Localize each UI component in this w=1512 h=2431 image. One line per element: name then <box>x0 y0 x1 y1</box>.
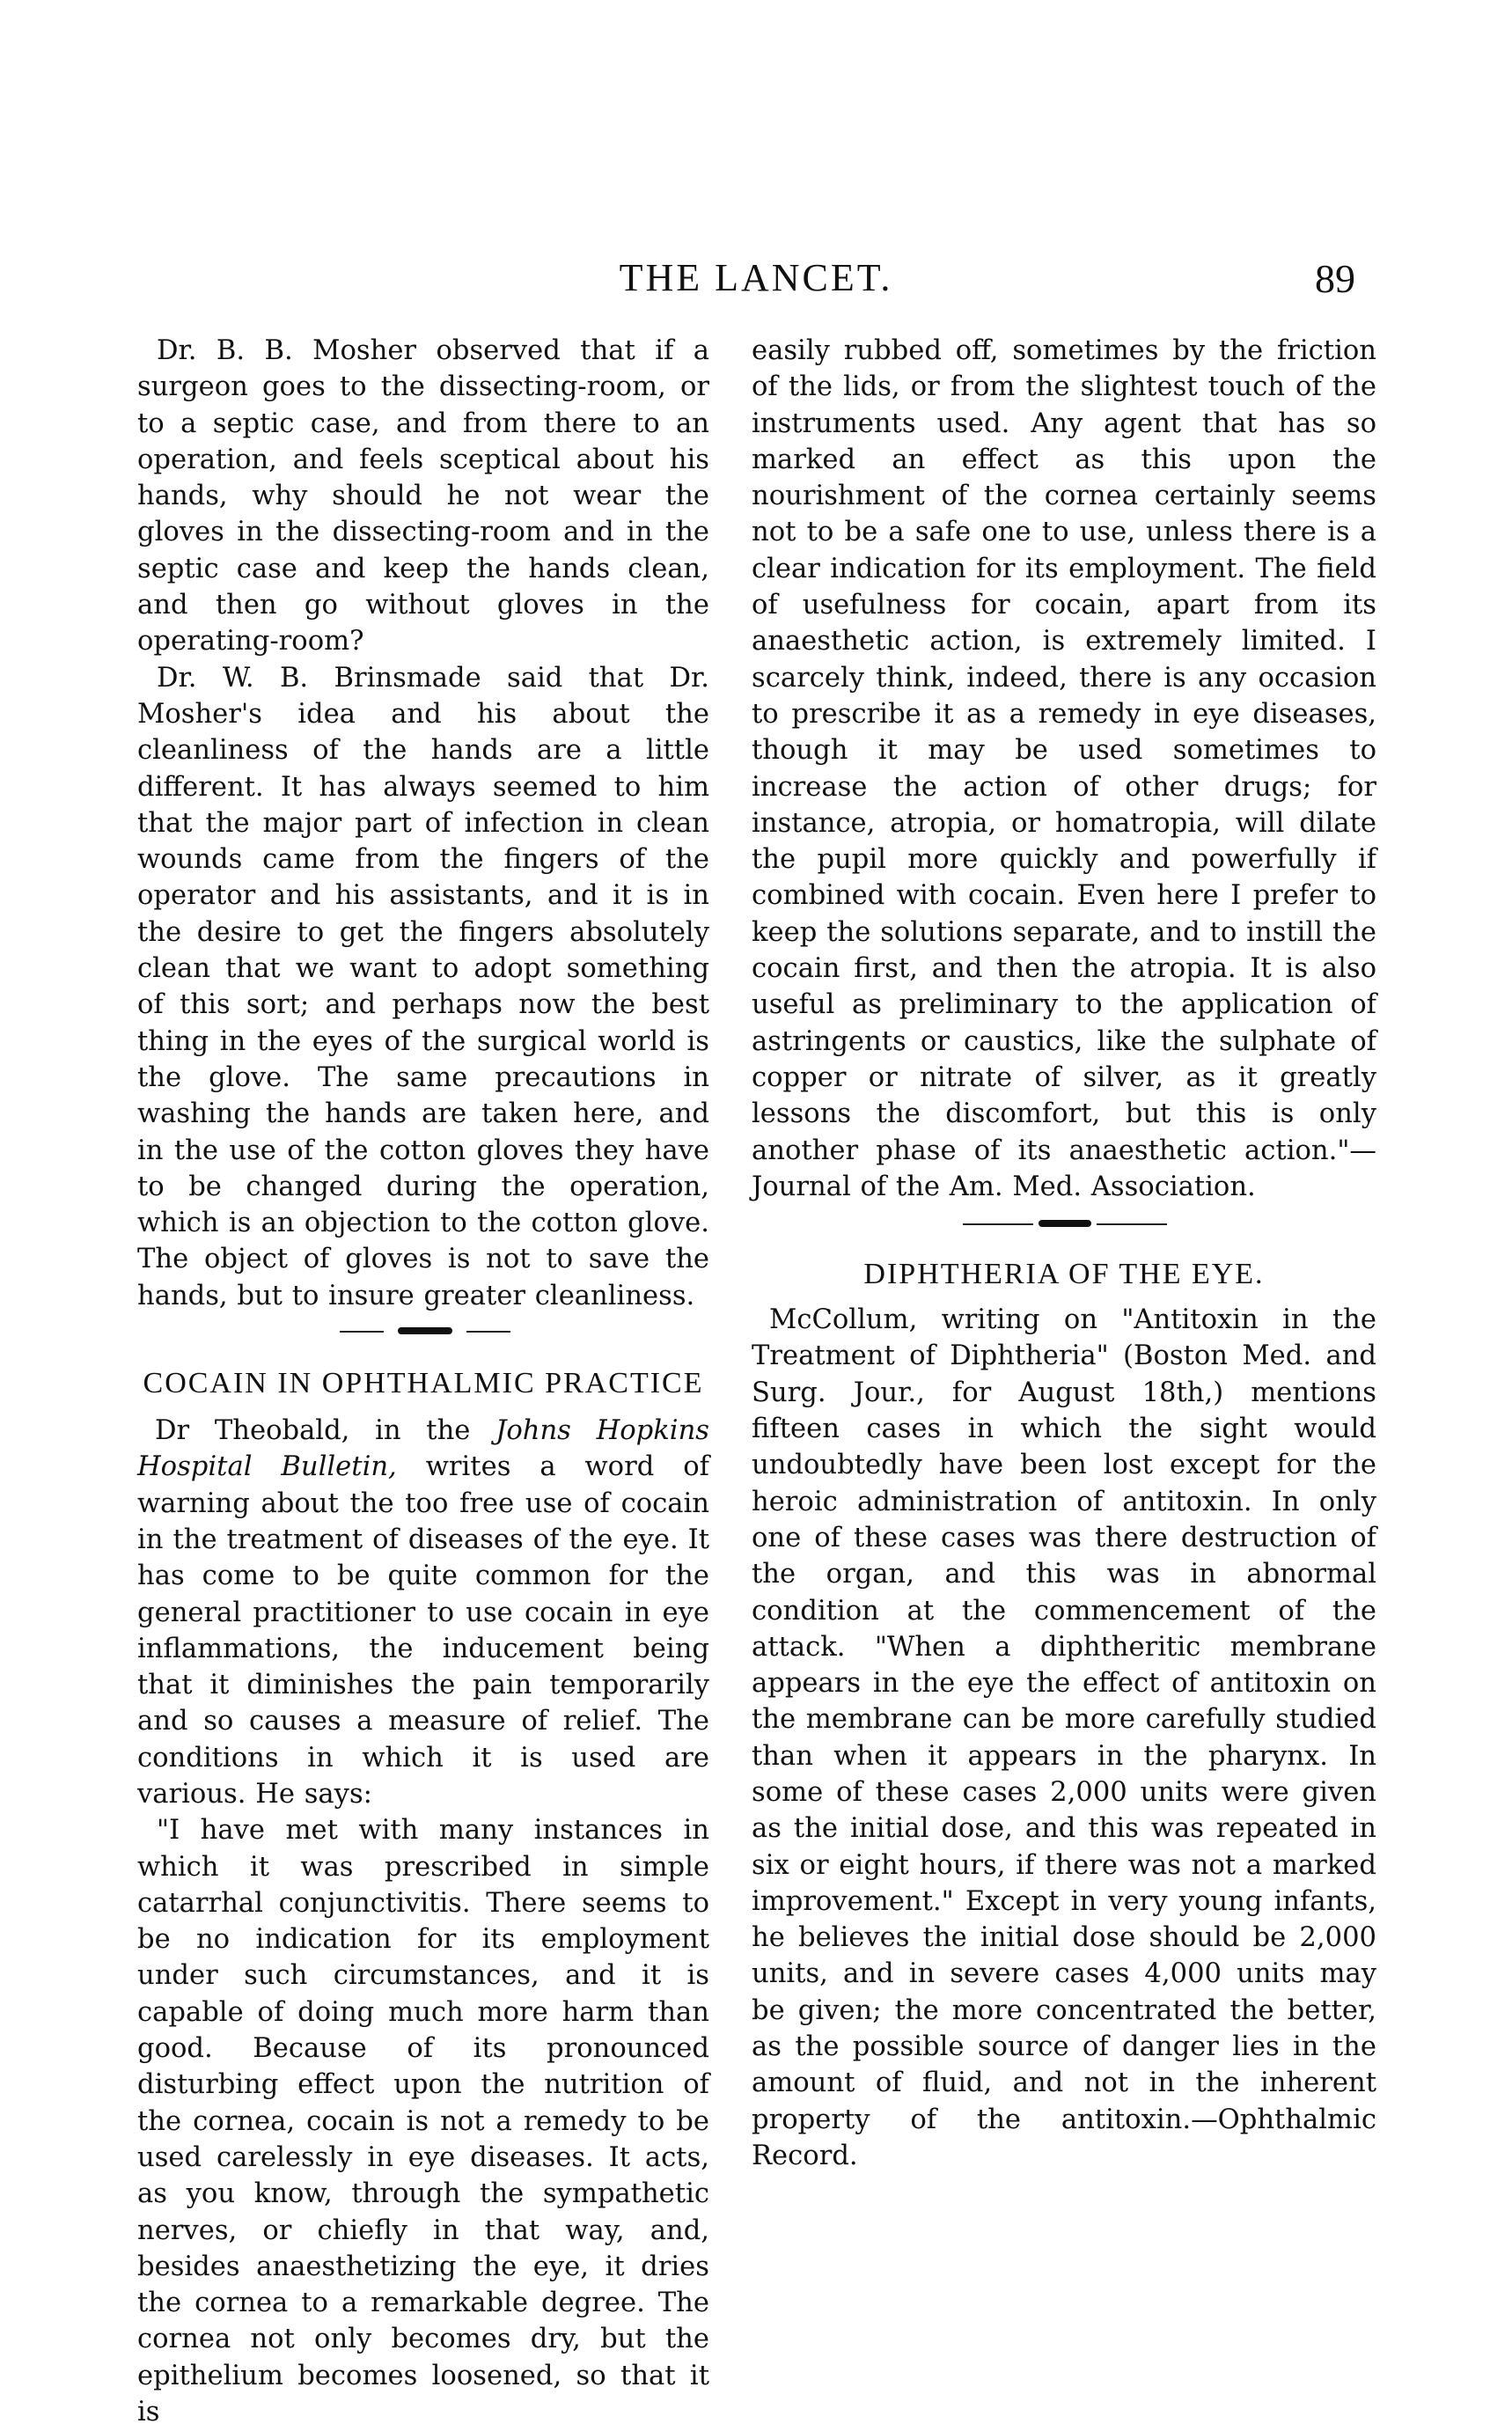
journal-title: Johns Hopkins Hospital Bulletin, <box>137 1415 709 1483</box>
section-divider-right <box>752 1210 1376 1237</box>
paragraph-theobald-body: writes a word of warning about the too free use of cocain in the treatment of diseases of the eye. It has come to be quite common for the general practitioner to use cocain in eye inflammations, the inducement being that it diminishes the pain temporarily and so causes a measure of relief. The conditions in which it is used are various. He says: <box>137 1451 709 1810</box>
page-header <box>0 255 1512 308</box>
paragraph-theobald <box>137 1413 709 1812</box>
paragraph-quotation: "I have met with many instances in which it was prescribed in simple catarrhal conjunctivitis. There seems to be no indication for its employment under such circumstances, and it is capable of doing much more harm than good. Because of its pronounced disturbing effect upon the nutrition of the cornea, cocain is not a remedy to be used carelessly in eye diseases. It acts, as you know, through the sympathetic nerves, or chiefly in that way, and, besides anaesthetizing the eye, it dries the cornea to a remarkable degree. The cornea not only becomes dry, but the epithelium becomes loosened, so that it is <box>137 1815 709 2428</box>
paragraph-quotation-continued: easily rubbed off, sometimes by the friction of the lids, or from the slightest touch of the instruments used. Any agent that has so marked an effect as this upon the nourishment of the cornea certainly seems not to be a safe one to use, unless there is a clear indication for its employment. The field of usefulness for cocain, apart from its anaesthetic action, is extremely limited. I scarcely think, indeed, there is any occasion to prescribe it as a remedy in eye diseases, though it may be used sometimes to increase the action of other drugs; for instance, atropia, or homatropia, will dilate the pupil more quickly and powerfully if combined with cocain. Even here I prefer to keep the solutions separate, and to instill the cocain first, and then the atropia. It is also useful as preliminary to the application of astringents or caustics, like the sulphate of copper or nitrate of silver, as it greatly lessons the discomfort, but this is only another phase of its anaesthetic action."—Journal of the Am. Med. Association. <box>752 335 1376 1202</box>
paragraph-brinsmade: Dr. W. B. Brinsmade said that Dr. Mosher's idea and his about the cleanliness of the hands are a little different. It has always seemed to him that the major part of infection in clean wounds came from the fingers of the operator and his assistants, and it is in the desire to get the fingers absolutely clean that we want to adopt something of this sort; and perhaps now the best thing in the eyes of the surgical world is the glove. The same precautions in washing the hands are taken here, and in the use of the cotton gloves they have to be changed during the operation, which is an objection to the cotton glove. The object of gloves is not to save the hands, but to insure greater cleanliness. <box>137 662 709 1311</box>
paragraph-mccollum: McCollum, writing on "Antitoxin in the Treatment of Diphtheria" (Boston Med. and Surg. Jour., for August 18th,) mentions fifteen cases in which the sight would undoubtedly have been lost except for the heroic administration of antitoxin. In only one of these cases was there destruction of the organ, and this was in abnormal condition at the commencement of the attack. "When a diphtheritic membrane appears in the eye the effect of antitoxin on the membrane can be more carefully studied than when it appears in the pharynx. In some of these cases 2,000 units were given as the initial dose, and this was repeated in six or eight hours, if there was not a marked improvement." Except in very young infants, he believes the initial dose should be 2,000 units, and in severe cases 4,000 units may be given; the more concentrated the better, as the possible source of danger lies in the amount of fluid, and not in the inherent property of the antitoxin.—Ophthalmic Record. <box>752 1304 1376 2171</box>
left-column <box>137 333 709 2430</box>
paragraph-theobald-intro: Dr Theobald, in the <box>155 1415 496 1447</box>
paragraph-mosher: Dr. B. B. Mosher observed that if a surgeon goes to the dissecting-room, or to a septic case, and from there to an operation, and feels sceptical about his hands, why should he not wear the gloves in the dissecting-room and in the septic case and keep the hands clean, and then go without gloves in the operating-room? <box>137 335 709 657</box>
section-heading-diphtheria: DIPHTHERIA OF THE EYE. <box>863 1258 1265 1291</box>
section-divider <box>137 1318 709 1344</box>
right-column <box>752 333 1376 2174</box>
section-heading-cocain: COCAIN IN OPHTHALMIC PRACTICE <box>143 1367 704 1400</box>
running-title: THE LANCET. <box>619 256 893 299</box>
page-number: 89 <box>1315 256 1355 301</box>
